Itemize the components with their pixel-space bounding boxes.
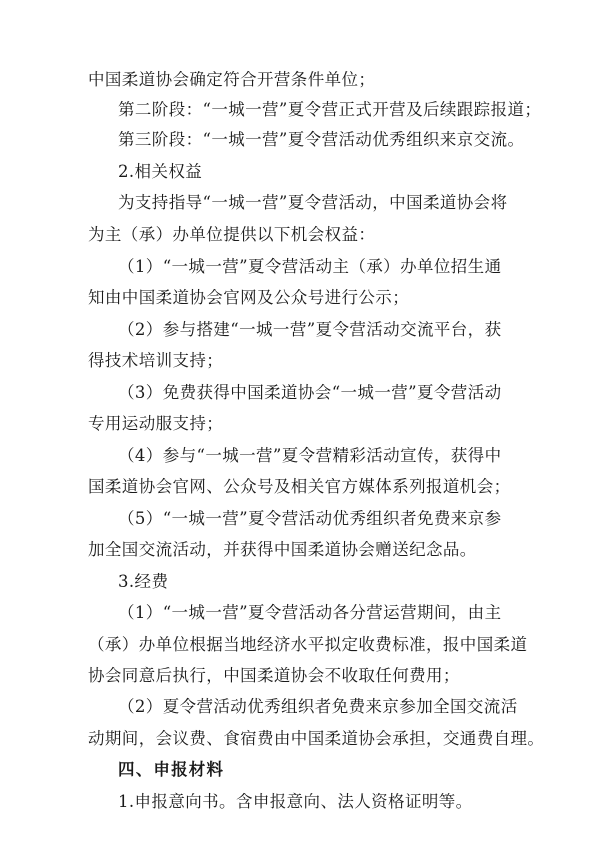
text-line-22: 动期间，会议费、食宿费由中国柔道协会承担，交通费自理。 bbox=[88, 729, 545, 748]
text-line-1: 中国柔道协会确定符合开营条件单位； bbox=[88, 70, 376, 89]
text-line-7: （1）“一城一营”夏令营活动主（承）办单位招生通 bbox=[118, 257, 502, 276]
text-line-24: 1.申报意向书。含申报意向、法人资格证明等。 bbox=[118, 792, 473, 811]
text-line-14: 国柔道协会官网、公众号及相关官方媒体系列报道机会； bbox=[88, 477, 511, 496]
text-line-13: （4）参与“一城一营”夏令营精彩活动宣传，获得中 bbox=[118, 446, 502, 465]
section-heading-expenses: 3.经费 bbox=[118, 572, 169, 591]
text-line-10: 得技术培训支持； bbox=[88, 351, 224, 370]
text-line-2: 第二阶段：“一城一营”夏令营正式开营及后续跟踪报道； bbox=[118, 100, 542, 119]
text-line-5: 为支持指导“一城一营”夏令营活动，中国柔道协会将 bbox=[118, 193, 508, 212]
text-line-6: 为主（承）办单位提供以下机会权益： bbox=[88, 225, 376, 244]
text-line-16: 加全国交流活动，并获得中国柔道协会赠送纪念品。 bbox=[88, 540, 477, 559]
text-line-19: （承）办单位根据当地经济水平拟定收费标准，报中国柔道 bbox=[88, 635, 528, 654]
text-line-18: （1）“一城一营”夏令营活动各分营运营期间，由主 bbox=[118, 603, 502, 622]
text-line-21: （2）夏令营活动优秀组织者免费来京参加全国交流活 bbox=[118, 697, 518, 716]
text-line-12: 专用运动服支持； bbox=[88, 414, 224, 433]
section-heading-benefits: 2.相关权益 bbox=[118, 162, 203, 181]
text-line-11: （3）免费获得中国柔道协会“一城一营”夏令营活动 bbox=[118, 383, 502, 402]
text-line-15: （5）“一城一营”夏令营活动优秀组织者免费来京参 bbox=[118, 509, 502, 528]
text-line-3: 第三阶段：“一城一营”夏令营活动优秀组织来京交流。 bbox=[118, 130, 525, 149]
text-line-9: （2）参与搭建“一城一营”夏令营活动交流平台，获 bbox=[118, 320, 502, 339]
section-heading-materials: 四、申报材料 bbox=[118, 760, 225, 779]
text-line-8: 知由中国柔道协会官网及公众号进行公示； bbox=[88, 288, 410, 307]
text-line-20: 协会同意后执行，中国柔道协会不收取任何费用； bbox=[88, 666, 460, 685]
